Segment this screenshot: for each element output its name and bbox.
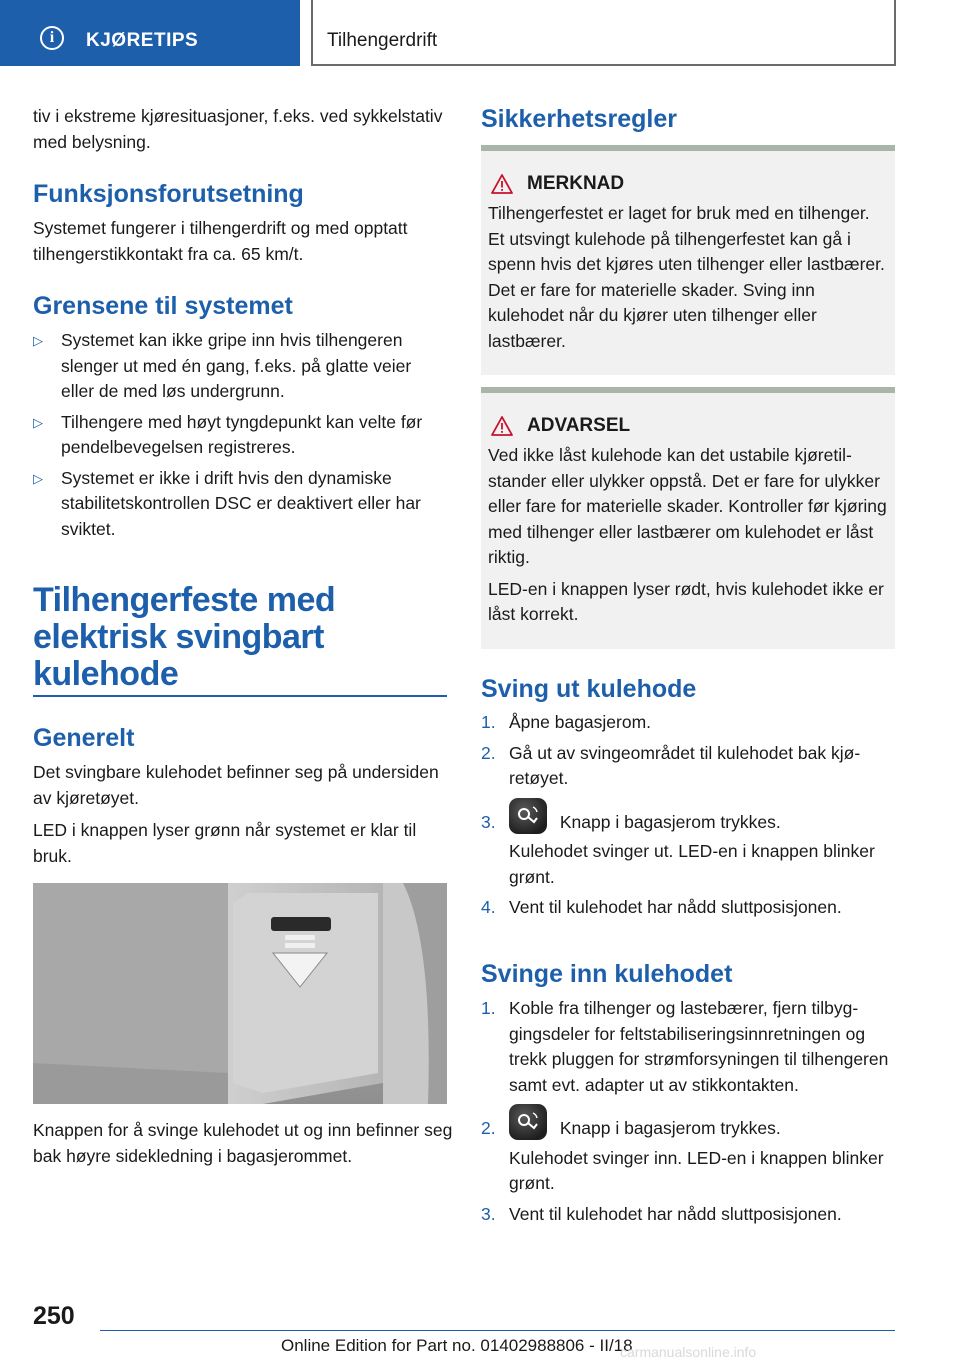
notice-title: MERKNAD [481, 173, 895, 195]
swing-in-heading: Svinge inn kulehodet [481, 960, 733, 988]
notice-bar [481, 145, 895, 151]
list-item: ▷ Systemet er ikke i drift hvis den dynamiske stabilitetskontrollen DSC er deaktivert eller har sviktet. [33, 467, 421, 539]
triangle-bullet-icon: ▷ [33, 470, 43, 486]
func-heading: Funksjonsforutsetning [33, 180, 304, 208]
list-item: 3. Vent til kulehodet har nådd sluttposisjonen. [481, 1203, 842, 1224]
list-item: 3. Knapp i bagasjerom trykkes. Kulehodet svinger ut. LED-en i knappen blinker grønt. [481, 798, 895, 891]
swing-in-steps [481, 996, 895, 1227]
limits-heading: Grensene til systemet [33, 292, 293, 320]
general-text-1: Det svingbare kulehodet befinner seg på undersiden av kjøretøyet. [33, 762, 439, 808]
chapter-tab [0, 0, 300, 66]
photo-caption: Knappen for å svinge kulehodet ut og inn befinner seg bak høyre sidekledning i bagasjerommet. [33, 1120, 453, 1166]
warning-title: ADVARSEL [481, 415, 895, 437]
trailer-hitch-button-icon [509, 1104, 547, 1140]
swing-out-heading: Sving ut kulehode [481, 675, 697, 703]
swing-out-steps [481, 710, 895, 921]
warning-text: Ved ikke låst kulehode kan det ustabile kjøretilstander eller ulykker oppstå. Det er fare for ulykker eller fare for materielle skader. Kontroller før kjøring med tilhenger eller lastbærer om kulehodet er låst riktig. [488, 445, 887, 567]
warning-box [481, 387, 895, 649]
footer-rule [100, 1330, 895, 1331]
general-heading: Generelt [33, 724, 135, 752]
list-item: 1. Koble fra tilhenger og lastebærer, fjern tilbyggingsdeler for feltstabiliseringsinnretningen og trekk pluggen for strømforsyningen til tilhengeren samt evt. adapter ut av stikkontakten. [481, 998, 889, 1095]
section-title: Tilhengerdrift [327, 30, 438, 51]
trunk-illustration [33, 883, 447, 1104]
list-item: 4. Vent til kulehodet har nådd sluttposisjonen. [481, 897, 842, 917]
func-text: Systemet fungerer i tilhengerdrift og med opptatt tilhengerstikkontakt fra ca. 65 km/t. [33, 218, 408, 264]
notice-box [481, 145, 895, 375]
list-item: 2. Gå ut av svingeområdet til kulehodet bak kjøretøyet. [481, 742, 861, 788]
notice-text: Tilhengerfestet er laget for bruk med en tilhenger. Et utsvingt kulehode på tilhengerfestet kan gå i spenn hvis det kjøres uten tilhenger eller lastbærer. Det er fare for materielle skader. Sving inn kulehodet når du kjører uten tilhenger eller lastbærer. [488, 203, 885, 351]
warning-text-2: LED-en i knappen lyser rødt, hvis kulehodet ikke er låst korrekt. [488, 578, 884, 624]
triangle-bullet-icon: ▷ [33, 333, 43, 348]
chapter-heading: Tilhengerfeste med elektrisk svingbart kulehode [33, 581, 336, 693]
trunk-photo [33, 883, 447, 1104]
list-item: ▷ Tilhengere med høyt tyngdepunkt kan velte før pendelbevegelsen registreres. [33, 411, 423, 457]
list-item: 2. Knapp i bagasjerom trykkes. Kulehodet svinger inn. LED-en i knappen blinker grønt. [481, 1104, 895, 1197]
warning-bar [481, 387, 895, 393]
general-text-2: LED i knappen lyser grønn når systemet er klar til bruk. [33, 820, 417, 866]
info-icon: i [40, 26, 64, 50]
chapter-title: KJØRETIPS [86, 30, 199, 51]
trailer-hitch-button-icon [509, 798, 547, 834]
watermark: carmanualsonline.info [620, 1344, 757, 1360]
list-item: 1. Åpne bagasjerom. [481, 712, 652, 732]
heading-rule [33, 695, 447, 697]
intro-text: tiv i ekstreme kjøresituasjoner, f.eks. ved sykkelstativ med belysning. [33, 106, 443, 152]
warning-triangle-icon [491, 416, 513, 436]
edition-text: Online Edition for Part no. 01402988806 - II/18 [281, 1336, 633, 1355]
page-number: 250 [33, 1302, 75, 1330]
safety-heading: Sikkerhetsregler [481, 105, 677, 133]
warning-triangle-icon [491, 174, 513, 194]
limits-list [33, 328, 447, 542]
list-item: ▷ Systemet kan ikke gripe inn hvis tilhengeren slenger ut med én gang, f.eks. på glatte veier eller de med løs undergrunn. [33, 330, 412, 401]
triangle-bullet-icon: ▷ [33, 414, 43, 430]
